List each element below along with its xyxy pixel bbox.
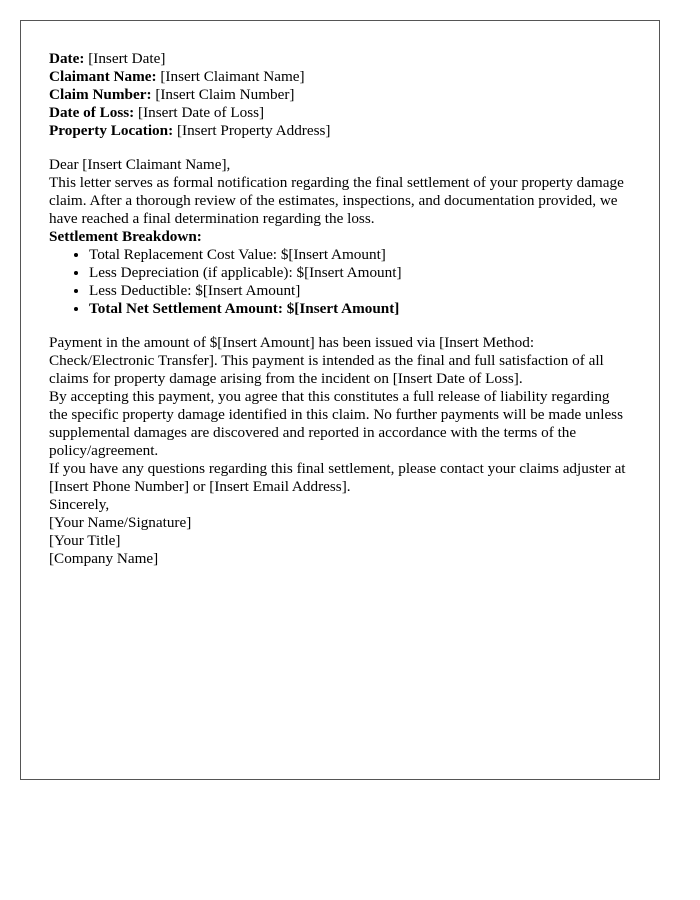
- claimant-name-value: [Insert Claimant Name]: [156, 68, 305, 85]
- contact-paragraph: If you have any questions regarding this final settlement, please contact your claims adjuster at [Insert Phone Number] or [Insert Email Address].: [49, 460, 626, 495]
- breakdown-item-net-total: [89, 300, 631, 318]
- payment-paragraph: Payment in the amount of $[Insert Amount] has been issued via [Insert Method: Check/Electronic Transfer]. This payment is intended as the final and full satisfaction of all claims for property damage arising from the incident on [Insert Date of Loss].: [49, 334, 604, 387]
- claim-number-label: Claim Number:: [49, 86, 152, 103]
- signature-company: [Company Name]: [49, 550, 159, 567]
- release-paragraph: By accepting this payment, you agree that this constitutes a full release of liability regarding the specific property damage identified in this claim. No further payments will be made unless supplemental damages are discovered and reported in accordance with the terms of the policy/agreement.: [49, 388, 624, 459]
- signature-title: [Your Title]: [49, 532, 121, 549]
- claim-details: [49, 68, 631, 140]
- property-location-label: Property Location:: [49, 122, 174, 139]
- date-of-loss-label: Date of Loss:: [49, 104, 135, 121]
- date-line: [49, 50, 631, 68]
- date-label: Date:: [49, 50, 85, 67]
- settlement-breakdown-heading-text: Settlement Breakdown:: [49, 228, 202, 245]
- claim-number-line: [49, 86, 631, 104]
- settlement-letter: [20, 20, 660, 780]
- intro-paragraph: This letter serves as formal notification regarding the final settlement of your property damage claim. After a thorough review of the estimates, inspections, and documentation provided, we have reached a final determination regarding the loss.: [49, 174, 624, 227]
- salutation: Dear [Insert Claimant Name],: [49, 156, 231, 173]
- date-of-loss-value: [Insert Date of Loss]: [134, 104, 265, 121]
- signature-block: [49, 514, 631, 568]
- property-location-value: [Insert Property Address]: [173, 122, 331, 139]
- settlement-breakdown-heading: [49, 228, 631, 246]
- claimant-name-line: [49, 68, 631, 86]
- date-of-loss-line: [49, 104, 631, 122]
- breakdown-item-replacement-cost: • Total Replacement Cost Value: $[Insert Amount]: [89, 246, 631, 264]
- claimant-name-label: Claimant Name:: [49, 68, 157, 85]
- date-value: [Insert Date]: [84, 50, 166, 67]
- signature-name: [Your Name/Signature]: [49, 514, 192, 531]
- breakdown-item-depreciation: • Less Depreciation (if applicable): $[Insert Amount]: [89, 264, 631, 282]
- claim-number-value: [Insert Claim Number]: [151, 86, 295, 103]
- net-total-text: Total Net Settlement Amount: $[Insert Amount]: [89, 300, 400, 317]
- breakdown-item-deductible: • Less Deductible: $[Insert Amount]: [89, 282, 631, 300]
- closing: Sincerely,: [49, 496, 110, 513]
- property-location-line: [49, 122, 631, 140]
- settlement-breakdown-list: [49, 246, 631, 318]
